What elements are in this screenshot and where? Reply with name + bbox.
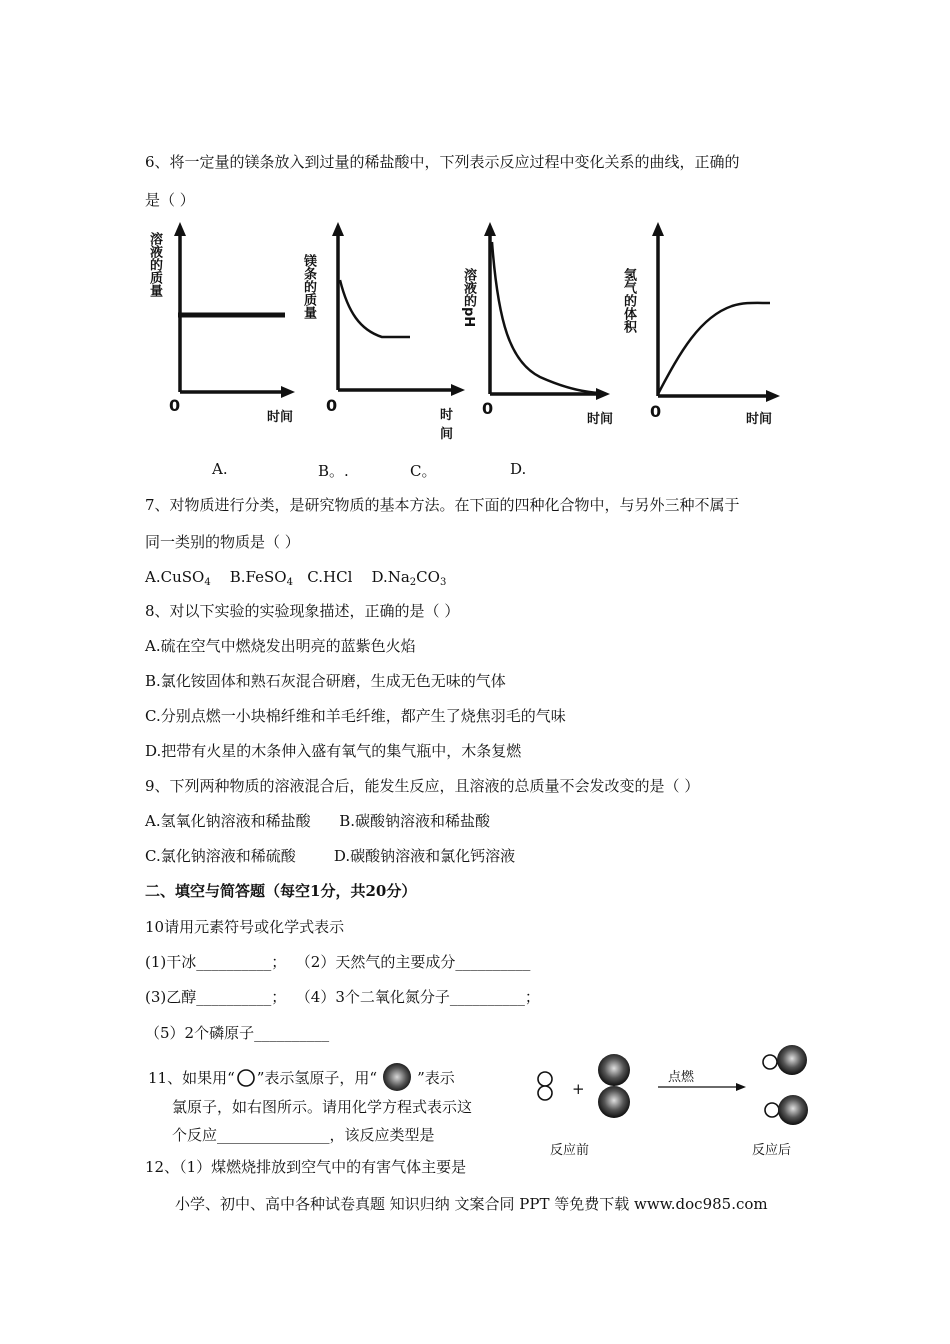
graph-b-curve <box>340 280 410 337</box>
ignite-label: 点燃 <box>668 1070 695 1085</box>
q8-stem: 8、对以下实验的实验现象描述，正确的是（ ） <box>145 602 460 620</box>
graph-a <box>145 222 295 425</box>
graph-b-zero: 0 <box>326 396 338 415</box>
graph-d-ylabel: 氢气的体积 <box>621 268 636 333</box>
q8-option-c: C.分别点燃一小块棉纤维和羊毛纤维，都产生了烧焦羽毛的气味 <box>145 707 566 725</box>
q11-line1: 11、如果用“ ”表示氢原子，用“ ”表示 <box>148 1062 455 1092</box>
after-label: 反应后 <box>752 1143 792 1158</box>
q6-stem-line2: 是（ ） <box>145 191 195 209</box>
graph-d-zero: 0 <box>650 402 662 421</box>
graph-d-xlabel: 时间 <box>746 412 773 427</box>
graph-a-xlabel: 时间 <box>267 410 294 425</box>
q8-option-b: B.氯化铵固体和熟石灰混合研磨，生成无色无味的气体 <box>145 672 506 690</box>
q6-option-b: B。. <box>318 462 349 480</box>
q8-option-d: D.把带有火星的木条伸入盛有氧气的集气瓶中，木条复燃 <box>145 742 522 760</box>
q8-option-a: A.硫在空气中燃烧发出明亮的蓝紫色火焰 <box>145 637 416 655</box>
q6-stem-line1: 6、将一定量的镁条放入到过量的稀盐酸中，下列表示反应过程中变化关系的曲线，正确的 <box>145 153 740 171</box>
graph-d <box>620 222 790 427</box>
before-label: 反应前 <box>550 1143 590 1158</box>
chlorine-molecule-icon <box>598 1054 630 1118</box>
q10-line2: (3)乙醇__________； （4）3个二氧化氮分子__________； <box>145 988 540 1006</box>
q9-stem: 9、下列两种物质的溶液混合后，能发生反应，且溶液的总质量不会发改变的是（ ） <box>145 777 700 795</box>
q6-option-d: D. <box>510 460 527 478</box>
graph-a-svg <box>145 222 295 422</box>
q11-line2: 氯原子，如右图所示。请用化学方程式表示这 <box>172 1098 473 1116</box>
q7-option-b: B.FeSO$_4$ <box>229 568 293 588</box>
graph-b-xlabel: 时间 <box>440 408 454 442</box>
q7-stem-line2: 同一类别的物质是（ ） <box>145 533 300 551</box>
q7-option-a: A.CuSO$_4$ <box>145 568 211 588</box>
graph-b-svg <box>300 222 465 422</box>
graph-c <box>460 222 625 427</box>
q6-option-c: C。 <box>410 462 437 480</box>
hydrogen-molecule-icon <box>538 1072 552 1100</box>
q12-line1: 12、（1）煤燃烧排放到空气中的有害气体主要是 <box>145 1158 467 1176</box>
q10-line1: (1)干冰__________； （2）天然气的主要成分__________ <box>145 953 531 971</box>
q6-option-a: A. <box>212 460 228 478</box>
q7-stem-line1: 7、对物质进行分类，是研究物质的基本方法。在下面的四种化合物中，与另外三种不属于 <box>145 496 740 514</box>
graph-c-curve <box>492 242 600 393</box>
q9-options-cd: C.氯化钠溶液和稀硫酸 D.碳酸钠溶液和氯化钙溶液 <box>145 847 516 865</box>
q11-line3: 个反应_______________，该反应类型是 <box>172 1126 435 1144</box>
reaction-diagram <box>530 1042 820 1162</box>
graph-d-curve <box>658 303 770 394</box>
graph-b-ylabel: 镁条的质量 <box>301 254 316 319</box>
graph-c-xlabel: 时间 <box>587 412 614 427</box>
plus-sign: + <box>572 1080 585 1098</box>
q10-stem: 10请用元素符号或化学式表示 <box>145 918 345 936</box>
graph-a-ylabel: 溶液的质量 <box>147 232 162 297</box>
graph-c-zero: 0 <box>482 399 494 418</box>
graph-c-svg <box>460 222 625 427</box>
graph-b <box>300 222 465 442</box>
chlorine-atom-icon <box>377 1062 417 1092</box>
hydrogen-atom-icon <box>235 1068 257 1088</box>
hcl-molecule-icon-2 <box>765 1095 808 1125</box>
graph-d-svg <box>620 222 790 427</box>
hcl-molecule-icon <box>763 1045 807 1075</box>
reaction-arrow-head <box>736 1083 746 1091</box>
q10-line3: （5）2个磷原子__________ <box>145 1024 330 1042</box>
graph-c-ylabel: 溶液的pH <box>461 268 476 328</box>
graph-a-zero: 0 <box>169 396 181 415</box>
q7-option-c: C.HCl <box>307 568 353 586</box>
q9-options-ab: A.氢氧化钠溶液和稀盐酸 B.碳酸钠溶液和稀盐酸 <box>145 812 491 830</box>
q7-options <box>145 567 446 593</box>
q7-option-d: $D.Na_2CO_3$ <box>371 568 447 588</box>
section-2-heading: 二、填空与简答题（每空1分，共20分） <box>145 882 417 900</box>
page-footer: 小学、初中、高中各种试卷真题 知识归纳 文案合同 PPT 等免费下载 www.doc985.com <box>175 1195 768 1213</box>
